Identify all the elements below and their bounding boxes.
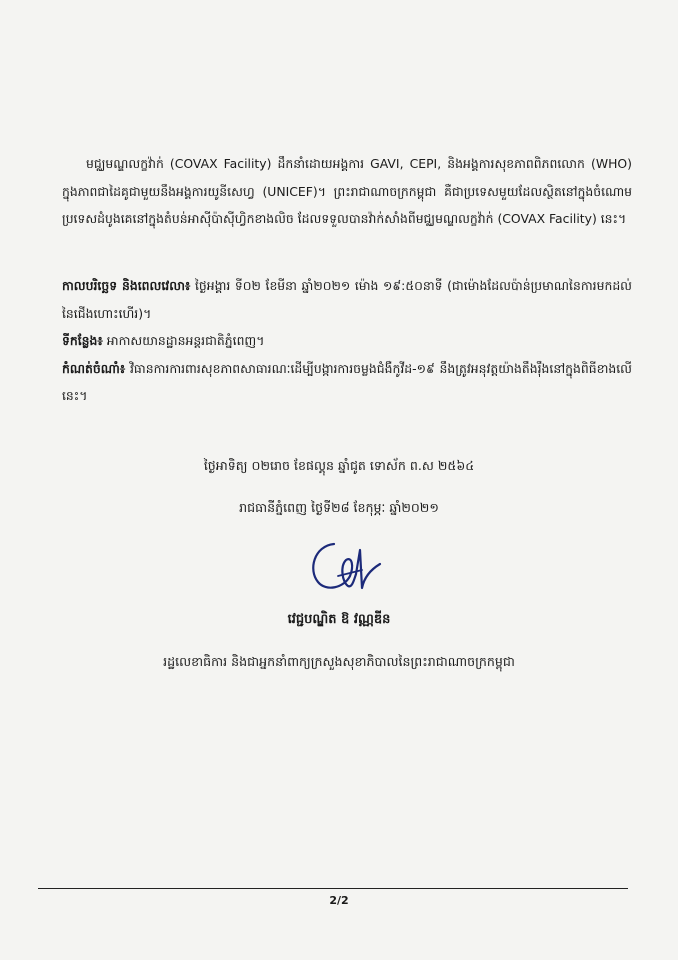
datetime-label: កាលបរិច្ឆេទ និងពេលវេលា៖ <box>62 278 191 293</box>
signer-title: រដ្ឋលេខាធិការ និងជាអ្នកនាំពាក្យក្រសួងសុខាភិបាលនៃព្រះរាជាណាចក្រកម្ពុជា <box>163 654 515 669</box>
handwritten-signature <box>300 530 390 600</box>
note-value: វិធានការការពារសុខភាពសាធារណៈដើម្បីបង្ការការចម្លងជំងឺកូវីដ-១៩ នឹងត្រូវអនុវត្តយ៉ាងតឹងរ៉ឹងនៅក្នុងពិធីខាងលើនេះ។ <box>62 360 632 403</box>
page-number: 2/2 <box>329 894 349 907</box>
lunar-date: ថ្ងៃអាទិត្យ ០២រោច ខែផល្គុន ឆ្នាំជូត ទោស័ក ព.ស ២៥៦៤ <box>203 458 475 473</box>
datetime-value: ថ្ងៃអង្គារ ទី០២ ខែមីនា ឆ្នាំ២០២១ ម៉ោង ១៩:៥០នាទី (ជាម៉ោងដែលប៉ាន់ប្រមាណនៃការមកដល់នៃជើងហោះហើរ)។ <box>62 278 632 321</box>
location-value: អាកាសយានដ្ឋានអន្តរជាតិភ្នំពេញ។ <box>106 333 265 348</box>
event-details <box>62 272 632 410</box>
location-line <box>62 327 632 355</box>
signer-name: វេជ្ជបណ្ឌិត ឱ វណ្ណឌីន <box>287 612 391 627</box>
footer-divider <box>38 888 628 889</box>
solar-date: រាជធានីភ្នំពេញ ថ្ងៃទី២៨ ខែកុម្ភៈ ឆ្នាំ២០២១ <box>239 500 439 515</box>
location-label: ទីកន្លែង៖ <box>62 333 103 348</box>
note-label: កំណត់ចំណាំ៖ <box>62 360 126 376</box>
note-line <box>62 355 632 410</box>
datetime-line <box>62 272 632 327</box>
body-paragraph: មជ្ឈមណ្ឌលក្ខវ៉ាក់ (COVAX Facility) ដឹកនាំដោយអង្គការ GAVI, CEPI, និងអង្គការសុខភាពពិភពលោក (WHO) ក្នុងភាពជាដៃគូជាមួយនឹងអង្គការយូនីសេហ្វ (UNICEF)។ ព្រះរាជាណាចក្រកម្ពុជា គឺជាប្រទេសមួយដែលស្ថិតនៅក្នុងចំណោមប្រទេសដំបូងគេនៅក្នុងតំបន់អាស៊ីប៉ាស៊ីហ្វិកខាងលិច ដែលទទួលបានវ៉ាក់សាំងពីមជ្ឈមណ្ឌលក្ខវ៉ាក់ (COVAX Facility) នេះ។ <box>62 156 632 226</box>
